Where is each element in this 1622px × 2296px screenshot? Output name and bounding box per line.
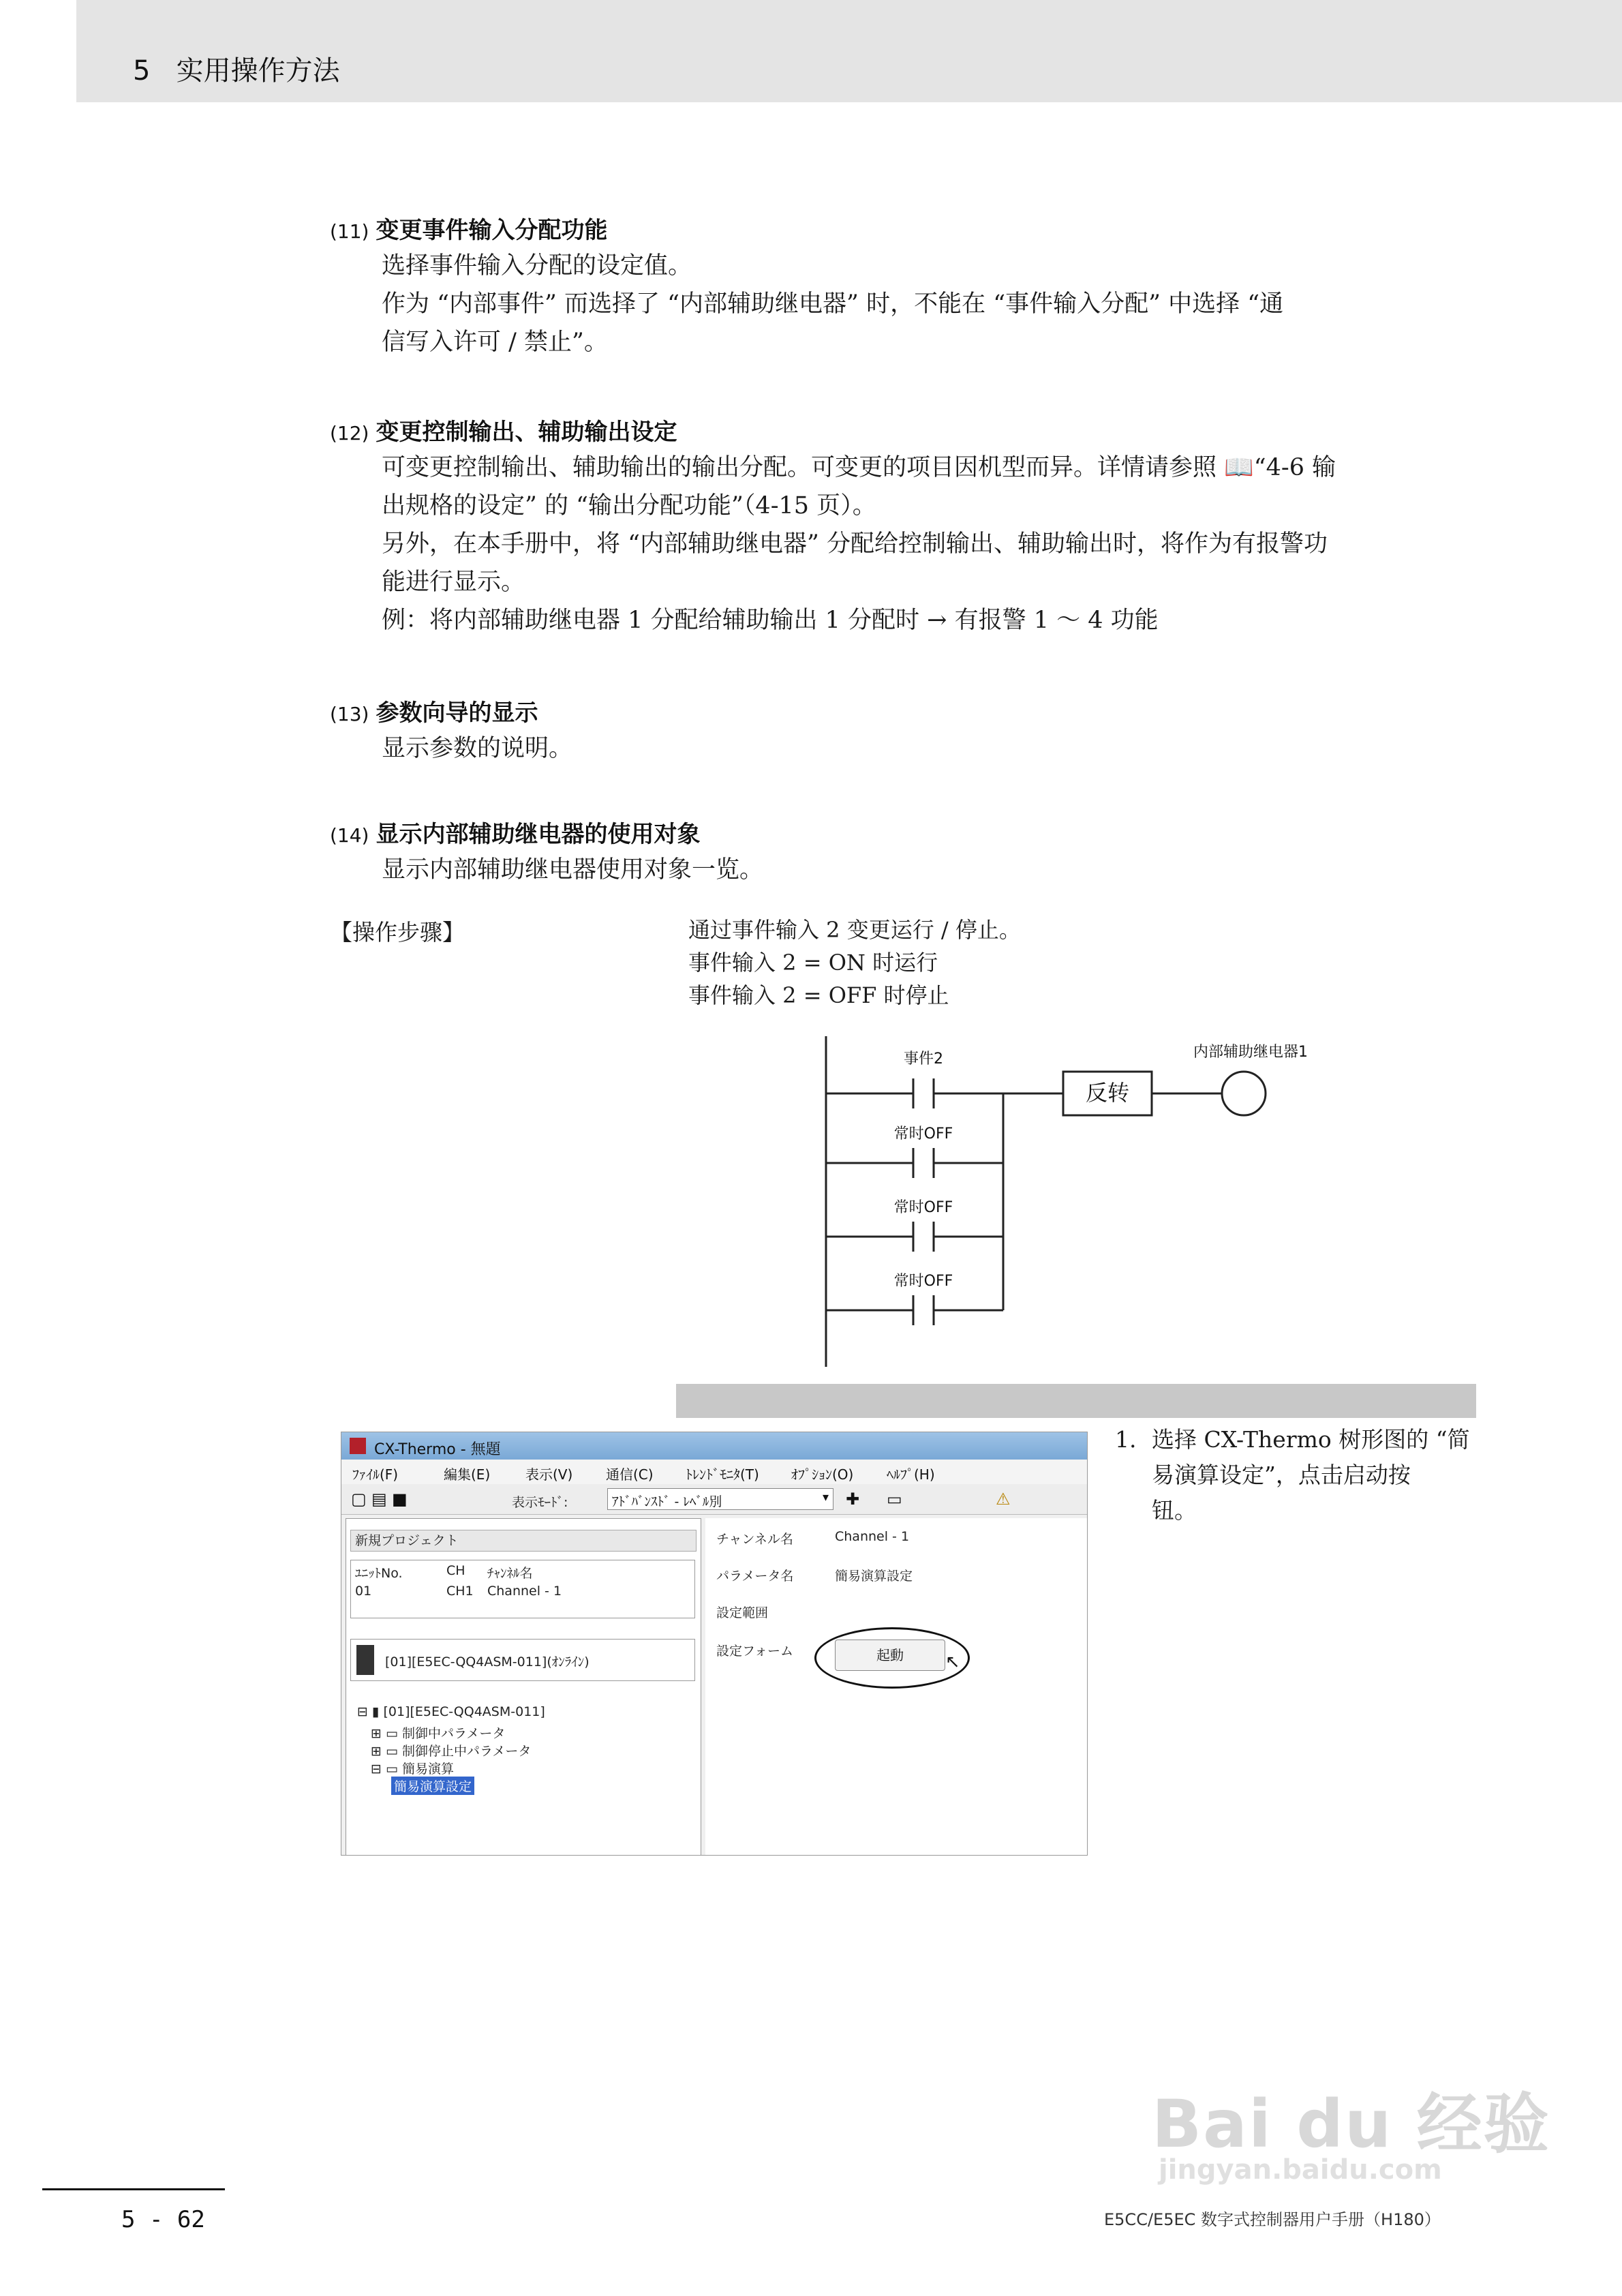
watermark-url: jingyan.baidu.com [1159,2154,1442,2186]
section-body: 可变更控制输出、辅助输出的输出分配。可变更的项目因机型而异。详情请参照 📖“4-6 输 出规格的设定” 的 “输出分配功能”（4-15 页）。 另外，在本手册中，将 “内部辅助继电器” 分配给控制输出、辅助输出时，将作为有报警功 能进行显示。 例：将内部辅助继电器 1 分配给辅助输出 1 分配时 → 有报警 1 ～ 4 功能 [382,454,1336,634]
section-heading: (14) 显示内部辅助继电器的使用对象 [330,821,701,848]
section-band [676,1384,1476,1418]
tree-item[interactable]: ⊟ ▭ 簡易演算 [371,1762,454,1777]
menu-bar [341,1460,1087,1485]
display-mode-label: 表示ﾓｰﾄﾞ: [512,1495,568,1510]
section-heading: (11) 变更事件输入分配功能 [330,217,608,244]
column-header: ﾁｬﾝﾈﾙ名 [487,1566,533,1581]
footer-title: E5CC/E5EC 数字式控制器用户手册（H180） [1104,2210,1441,2229]
device-icon [356,1645,374,1675]
range-label: 設定範囲 [716,1605,769,1620]
menu-edit[interactable]: 編集(E) [444,1466,491,1483]
chapter-title: 5 实用操作方法 [133,55,340,87]
start-button[interactable]: 起動 [835,1640,945,1671]
contact-label: 事件2 [904,1051,943,1068]
window-title: CX-Thermo - 無題 [374,1441,501,1458]
ladder-diagram [804,1023,1349,1377]
procedure-label: 【操作步骤】 [330,919,465,946]
procedure-text: 通过事件输入 2 变更运行 / 停止。 事件输入 2 = ON 时运行 事件输入 2 = OFF 时停止 [688,917,1021,1008]
coil-label: 内部辅助继电器1 [1193,1044,1308,1061]
open-folder-icon[interactable]: ▤ [371,1490,387,1509]
display-mode-value: ｱﾄﾞﾊﾞﾝｽﾄﾞ - ﾚﾍﾞﾙ別 [612,1494,722,1509]
device-panel[interactable] [350,1639,695,1681]
menu-option[interactable]: ｵﾌﾟｼｮﾝ(O) [791,1466,854,1483]
menu-trend[interactable]: ﾄﾚﾝﾄﾞﾓﾆﾀ(T) [686,1466,759,1483]
tree-root[interactable]: ⊟ ▮ [01][E5EC-QQ4ASM-011] [357,1704,545,1719]
cx-thermo-screenshot [341,1432,1088,1856]
tree-item[interactable]: ⊞ ▭ 制御停止中パラメータ [371,1744,532,1759]
table-cell[interactable]: Channel - 1 [487,1584,562,1599]
warning-icon[interactable]: ⚠ [996,1490,1011,1509]
section-heading: (13) 参数向导的显示 [330,699,538,727]
settings-pane [705,1518,1087,1855]
toolbar [341,1484,1087,1515]
page-number: 5 - 62 [121,2206,205,2233]
tree-item[interactable]: ⊞ ▭ 制御中パラメータ [371,1726,506,1741]
section-body: 显示内部辅助继电器使用对象一览。 [382,856,764,883]
menu-comm[interactable]: 通信(C) [606,1466,654,1483]
column-header: CH [446,1563,465,1578]
parameter-tree [350,1699,694,1856]
remove-icon[interactable]: ▭ [887,1490,902,1509]
step-text: 选择 CX-Thermo 树形图的 “简 易演算设定”，点击启动按 钮。 [1152,1426,1470,1524]
section-heading: (12) 变更控制输出、辅助输出设定 [330,419,677,446]
table-cell[interactable]: 01 [355,1584,372,1599]
tree-item-selected[interactable]: 簡易演算設定 [391,1777,474,1795]
add-icon[interactable]: ✚ [846,1490,860,1509]
display-mode-select[interactable] [607,1488,833,1510]
channel-label: チャンネル名 [716,1532,793,1547]
device-label: [01][E5EC-QQ4ASM-011](ｵﾝﾗｲﾝ) [385,1655,590,1670]
watermark-logo: Bai du 经验 [1152,2086,1550,2162]
column-header: ﾕﾆｯﾄNo. [355,1566,403,1581]
menu-view[interactable]: 表示(V) [525,1466,573,1483]
app-icon [350,1438,366,1454]
step-number: 1. [1115,1426,1137,1453]
function-box-label: 反转 [1085,1080,1130,1106]
table-cell[interactable]: CH1 [446,1584,474,1599]
contact-label: 常时OFF [893,1273,953,1290]
contact-label: 常时OFF [893,1126,953,1143]
section-body: 选择事件输入分配的设定值。 作为 “内部事件” 而选择了 “内部辅助继电器” 时，不能在 “事件输入分配” 中选择 “通 信写入许可 / 禁止”。 [382,252,1284,356]
unit-table [350,1560,695,1618]
window-titlebar [341,1432,1087,1460]
form-label: 設定フォーム [716,1644,794,1659]
section-body: 显示参数的说明。 [382,735,573,762]
menu-file[interactable]: ﾌｧｲﾙ(F) [352,1466,399,1483]
param-value: 簡易演算設定 [835,1569,913,1584]
cursor-icon: ↖ [945,1652,960,1672]
project-pane [346,1518,701,1856]
save-icon[interactable]: ■ [392,1490,408,1509]
chevron-down-icon: ▾ [822,1490,829,1505]
param-label: パラメータ名 [716,1569,794,1584]
channel-value: Channel - 1 [835,1529,910,1544]
contact-label: 常时OFF [893,1199,953,1216]
menu-help[interactable]: ﾍﾙﾌﾟ(H) [887,1466,935,1483]
footer-rule [42,2188,225,2190]
project-title: 新規プロジェクト [350,1530,697,1552]
new-file-icon[interactable]: ▢ [351,1490,367,1509]
